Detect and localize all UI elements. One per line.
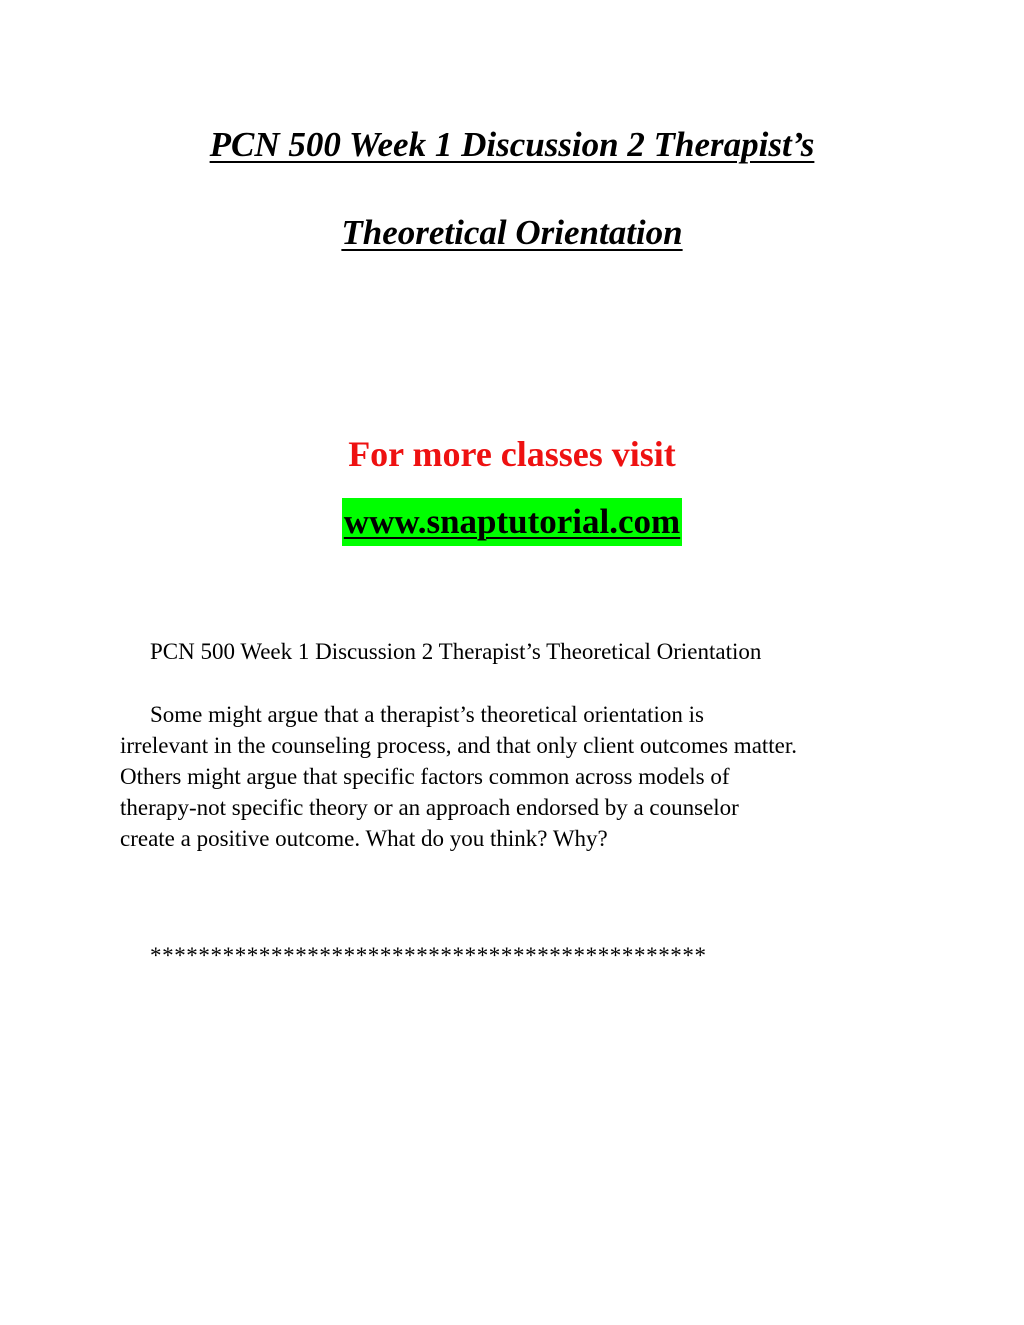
paragraph-line: irrelevant in the counseling process, and that only client outcomes matter. <box>120 733 798 758</box>
document-title-line-1: PCN 500 Week 1 Discussion 2 Therapist’s <box>209 125 815 164</box>
promo-text: For more classes visit <box>348 434 676 474</box>
paragraph-line: Some might argue that a therapist’s theoretical orientation is <box>150 702 704 727</box>
paragraph-line: Others might argue that specific factors common across models of <box>120 764 730 789</box>
paragraph-line: create a positive outcome. What do you think? Why? <box>120 826 608 851</box>
document-title-line-2: Theoretical Orientation <box>341 213 683 252</box>
website-link[interactable]: www.snaptutorial.com <box>342 498 682 546</box>
discussion-paragraph <box>120 699 920 854</box>
asterisk-divider: ********************************************** <box>150 943 707 968</box>
document-subtitle: PCN 500 Week 1 Discussion 2 Therapist’s Theoretical Orientation <box>150 639 762 664</box>
paragraph-line: therapy-not specific theory or an approach endorsed by a counselor <box>120 795 739 820</box>
promo-link-container <box>0 498 1024 546</box>
